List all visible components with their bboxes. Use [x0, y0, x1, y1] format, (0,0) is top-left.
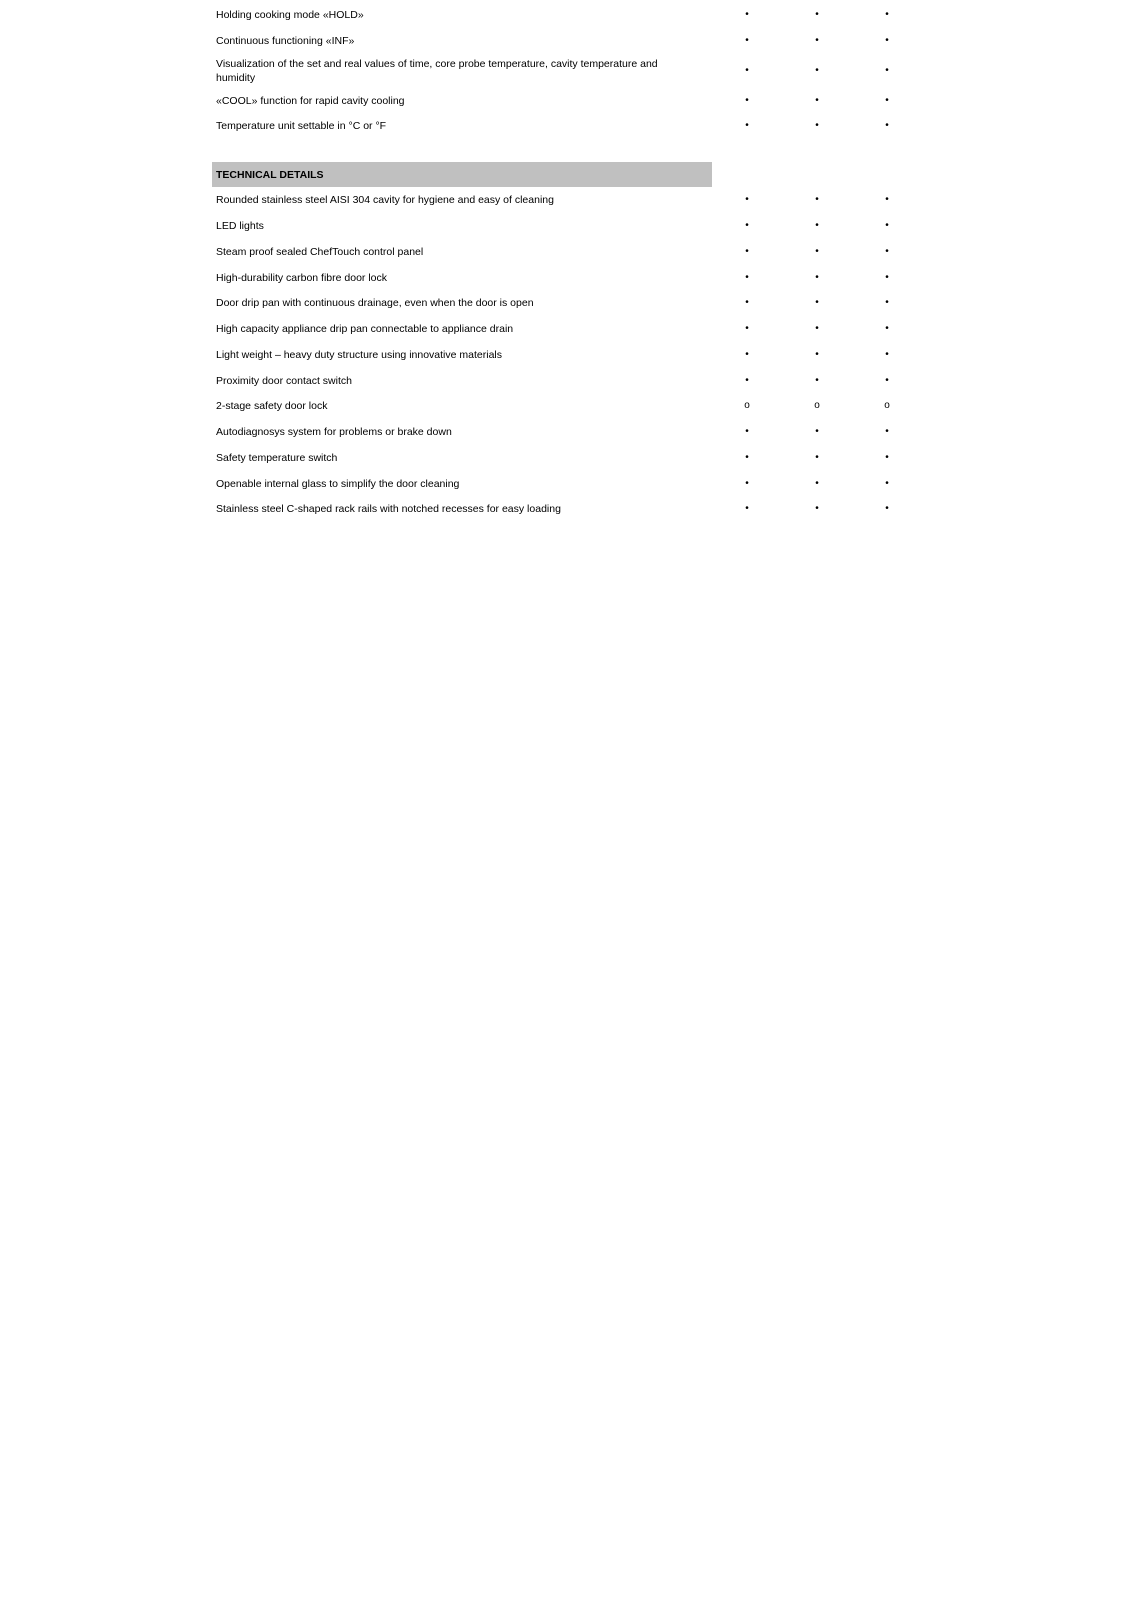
model-2-mark: •	[815, 246, 819, 257]
model-3-mark: •	[885, 452, 889, 463]
model-2-mark: •	[815, 95, 819, 106]
model-3-mark: •	[885, 272, 889, 283]
technical-details-header	[212, 162, 712, 187]
model-1-mark: •	[745, 503, 749, 514]
feature-row	[212, 215, 912, 237]
model-1-mark: •	[745, 349, 749, 360]
feature-label: Door drip pan with continuous drainage, even when the door is open	[216, 297, 534, 309]
feature-label: Light weight – heavy duty structure using innovative materials	[216, 349, 502, 361]
feature-row	[212, 447, 912, 469]
feature-row	[212, 292, 912, 314]
model-2-mark: •	[815, 426, 819, 437]
model-3-mark: •	[885, 349, 889, 360]
feature-row	[212, 318, 912, 340]
model-3-mark: •	[885, 297, 889, 308]
model-2-mark: •	[815, 35, 819, 46]
feature-label: Continuous functioning «INF»	[216, 35, 355, 47]
model-1-mark: •	[745, 323, 749, 334]
feature-label: LED lights	[216, 220, 264, 232]
feature-row	[212, 30, 912, 52]
feature-row	[212, 241, 912, 263]
feature-row	[212, 189, 912, 211]
model-2-mark: •	[815, 375, 819, 386]
feature-row	[212, 4, 912, 26]
model-3-mark: •	[885, 95, 889, 106]
feature-row	[212, 421, 912, 443]
model-3-mark: •	[885, 246, 889, 257]
model-1-mark: •	[745, 478, 749, 489]
model-2-mark: •	[815, 272, 819, 283]
model-3-mark: •	[885, 375, 889, 386]
feature-label: Temperature unit settable in °C or °F	[216, 120, 387, 132]
model-2-mark: •	[815, 503, 819, 514]
feature-row	[212, 344, 912, 366]
feature-label: Steam proof sealed ChefTouch control panel	[216, 246, 424, 258]
model-2-mark: •	[815, 65, 819, 76]
model-2-mark: •	[815, 349, 819, 360]
model-1-option-mark: o	[744, 400, 750, 411]
model-1-mark: •	[745, 272, 749, 283]
feature-row	[212, 473, 912, 495]
model-1-mark: •	[745, 95, 749, 106]
model-3-option-mark: o	[884, 400, 890, 411]
feature-row	[212, 498, 912, 520]
feature-row	[212, 90, 912, 112]
model-3-mark: •	[885, 503, 889, 514]
section-title: TECHNICAL DETAILS	[216, 168, 324, 181]
feature-label: 2-stage safety door lock	[216, 400, 328, 412]
feature-label: Safety temperature switch	[216, 452, 338, 464]
model-3-mark: •	[885, 9, 889, 20]
feature-row	[212, 115, 912, 137]
model-3-mark: •	[885, 220, 889, 231]
model-1-mark: •	[745, 65, 749, 76]
model-3-mark: •	[885, 478, 889, 489]
feature-label: High capacity appliance drip pan connectable to appliance drain	[216, 323, 514, 335]
model-2-mark: •	[815, 9, 819, 20]
feature-row	[212, 395, 912, 417]
feature-row	[212, 267, 912, 289]
model-1-mark: •	[745, 35, 749, 46]
feature-label: Openable internal glass to simplify the door cleaning	[216, 478, 460, 490]
model-1-mark: •	[745, 120, 749, 131]
model-1-mark: •	[745, 246, 749, 257]
model-2-mark: •	[815, 120, 819, 131]
model-2-mark: •	[815, 452, 819, 463]
model-1-mark: •	[745, 426, 749, 437]
feature-label: Holding cooking mode «HOLD»	[216, 9, 364, 21]
feature-label: «COOL» function for rapid cavity cooling	[216, 95, 405, 107]
model-3-mark: •	[885, 194, 889, 205]
model-1-mark: •	[745, 9, 749, 20]
model-3-mark: •	[885, 120, 889, 131]
feature-row	[212, 370, 912, 392]
model-1-mark: •	[745, 220, 749, 231]
model-3-mark: •	[885, 35, 889, 46]
model-3-mark: •	[885, 426, 889, 437]
model-1-mark: •	[745, 194, 749, 205]
model-3-mark: •	[885, 323, 889, 334]
feature-label: Proximity door contact switch	[216, 375, 352, 387]
model-1-mark: •	[745, 452, 749, 463]
model-2-option-mark: o	[814, 400, 820, 411]
model-2-mark: •	[815, 220, 819, 231]
model-1-mark: •	[745, 297, 749, 308]
feature-label: High-durability carbon fibre door lock	[216, 272, 387, 284]
model-2-mark: •	[815, 297, 819, 308]
model-2-mark: •	[815, 323, 819, 334]
feature-label: Autodiagnosys system for problems or brake down	[216, 426, 452, 438]
model-3-mark: •	[885, 65, 889, 76]
feature-label: Stainless steel C-shaped rack rails with notched recesses for easy loading	[216, 503, 561, 515]
feature-label: Rounded stainless steel AISI 304 cavity for hygiene and easy of cleaning	[216, 194, 554, 206]
feature-row	[212, 56, 912, 86]
feature-label: Visualization of the set and real values of time, core probe temperature, cavity temperature and humidity	[216, 58, 658, 84]
model-2-mark: •	[815, 478, 819, 489]
model-1-mark: •	[745, 375, 749, 386]
model-2-mark: •	[815, 194, 819, 205]
